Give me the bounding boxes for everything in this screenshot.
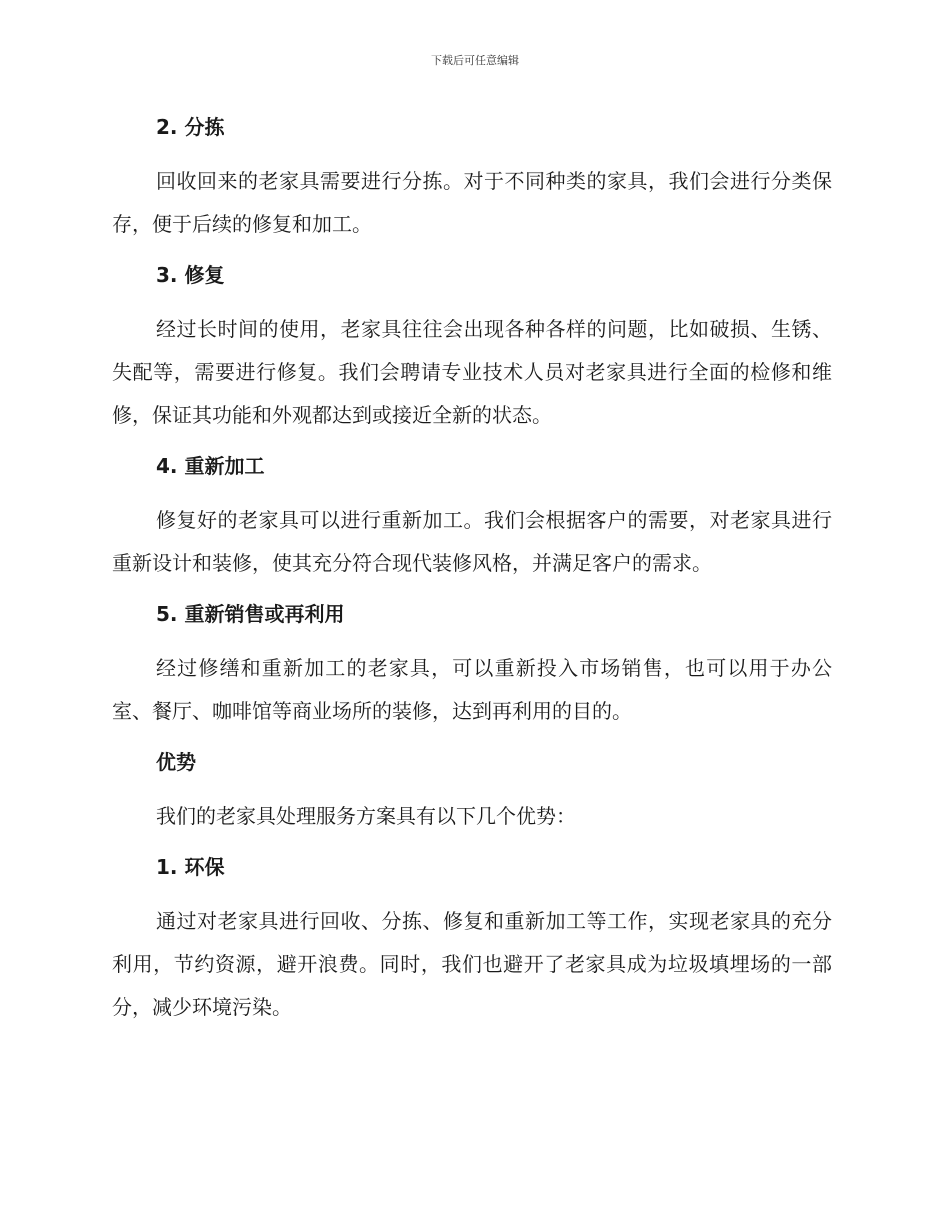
section-heading-environmental: 1. 环保 bbox=[156, 855, 225, 879]
section-paragraph-advantages: 我们的老家具处理服务方案具有以下几个优势： bbox=[156, 804, 576, 828]
section-paragraph-sorting: 回收回来的老家具需要进行分拣。对于不同种类的家具，我们会进行分类保存，便于后续的修复和加工。 bbox=[112, 169, 832, 236]
section-heading-sorting: 2. 分拣 bbox=[156, 115, 225, 139]
section-paragraph-resale: 经过修缮和重新加工的老家具，可以重新投入市场销售，也可以用于办公室、餐厅、咖啡馆等商业场所的装修，达到再利用的目的。 bbox=[112, 656, 832, 723]
section-heading-advantages: 优势 bbox=[156, 750, 196, 774]
document-body bbox=[112, 110, 832, 1041]
section-heading-resale: 5. 重新销售或再利用 bbox=[156, 602, 345, 626]
section-paragraph-environmental: 通过对老家具进行回收、分拣、修复和重新加工等工作，实现老家具的充分利用，节约资源，避开浪费。同时，我们也避开了老家具成为垃圾填埋场的一部分，减少环境污染。 bbox=[112, 909, 832, 1019]
section-paragraph-repair: 经过长时间的使用，老家具往往会出现各种各样的问题，比如破损、生锈、失配等，需要进行修复。我们会聘请专业技术人员对老家具进行全面的检修和维修，保证其功能和外观都达到或接近全新的状态。 bbox=[112, 317, 832, 427]
section-heading-reprocessing: 4. 重新加工 bbox=[156, 454, 265, 478]
section-paragraph-reprocessing: 修复好的老家具可以进行重新加工。我们会根据客户的需要，对老家具进行重新设计和装修，使其充分符合现代装修风格，并满足客户的需求。 bbox=[112, 508, 832, 575]
page-header: 下载后可任意编辑 bbox=[431, 54, 519, 67]
section-heading-repair: 3. 修复 bbox=[156, 263, 225, 287]
